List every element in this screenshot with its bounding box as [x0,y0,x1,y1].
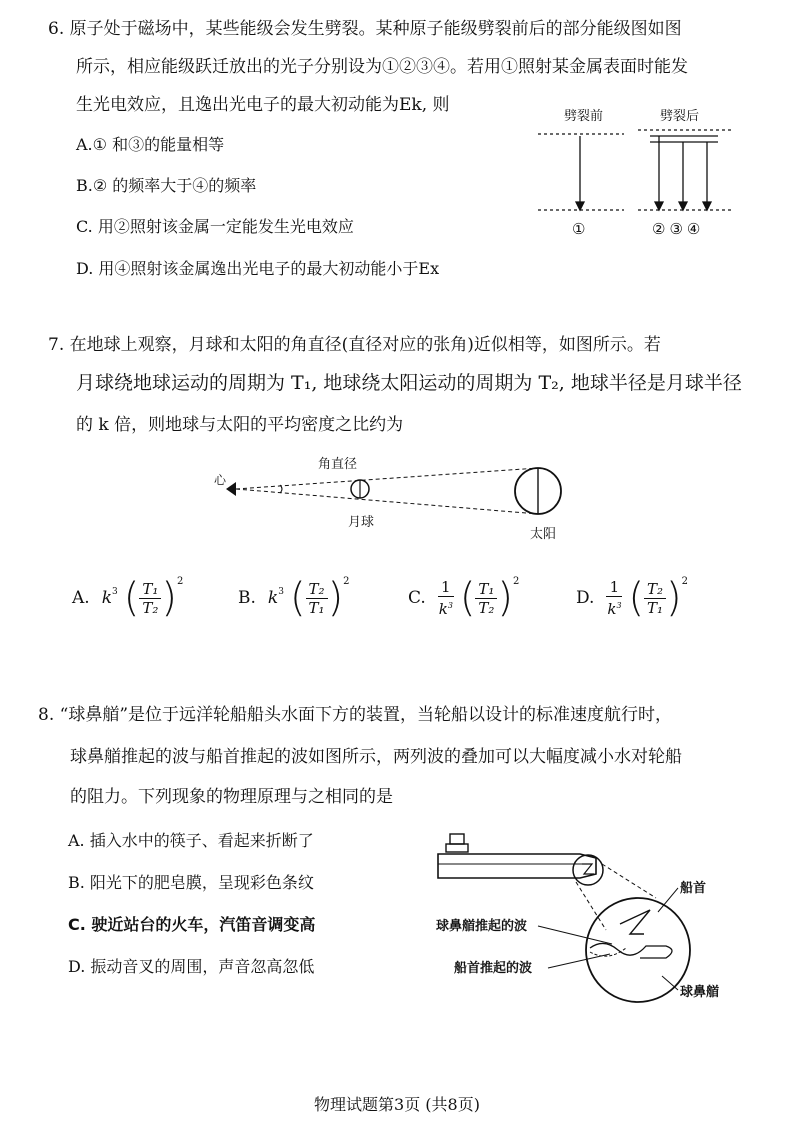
one-over-k-cubed: $\frac{1}{k^3}$ [438,578,453,618]
angle-label: 角直径 [318,457,358,472]
bow-wave-label: 船首推起的波 [454,961,533,976]
square-exponent: 2 [343,575,350,587]
q6-stem-line1: 6. 原子处于磁场中，某些能级会发生劈裂。某种原子能级劈裂前后的部分能级图如图 [48,19,682,39]
cube-exponent: 3 [112,587,118,597]
q8-stem-line1: 8. “球鼻艏”是位于远洋轮船船头水面下方的装置，当轮船以设计的标准速度航行时， [38,705,673,725]
after-splitting-label: 劈裂后 [660,109,700,124]
bulb-wave-label: 球鼻艏推起的波 [436,919,528,934]
energy-level-diagram [528,100,748,240]
choice-a-letter: A. [72,588,90,608]
one-over-k-cubed: $\frac{1}{k^3}$ [607,578,622,618]
q8-option-c[interactable]: C. 驶近站台的火车，汽笛音调变高 [68,915,316,934]
sun-label: 太阳 [530,527,557,542]
square-exponent: 2 [681,575,689,587]
square-exponent: 2 [176,575,184,587]
cube-exponent: 3 [278,587,284,597]
q7-choice-a[interactable]: A. k $^3$ ( $\frac{\text{T₁}}{\text{T₂}}$ ) $^2$ [72,575,184,621]
q7-choice-c[interactable]: C. $\frac{1}{k^3}$ ( $\frac{\text{T₁}}{\text{T₂}}$ ) $^2$ [408,575,520,621]
q7-stem-line1: 7. 在地球上观察，月球和太阳的角直径(直径对应的张角)近似相等，如图所示。若 [48,335,661,355]
eye-icon [226,482,236,496]
before-splitting-label: 劈裂前 [564,109,604,124]
q6-option-a[interactable]: A.① 和③的能量相等 [76,135,225,154]
choice-b-letter: B. [238,588,256,608]
q7-choice-d[interactable]: D. $\frac{1}{k^3}$ ( $\frac{\text{T₂}}{\text{T₁}}$ ) $^2$ [576,575,689,621]
q7-choice-b[interactable]: B. k $^3$ ( $\frac{\text{T₂}}{\text{T₁}}$ ) $^2$ [238,575,350,621]
q6-stem-line2: 所示，相应能级跃迁放出的光子分别设为①②③④。若用①照射某金属表面时能发 [76,57,688,77]
q8-stem-line2: 球鼻艏推起的波与船首推起的波如图所示，两列波的叠加可以大幅度减小水对轮船 [70,747,682,767]
detail-circle-small [573,855,603,885]
q7-stem-line2: 月球绕地球运动的周期为 T₁, 地球绕太阳运动的周期为 T₂, 地球半径是月球半径 [76,372,742,394]
q6-option-c[interactable]: C. 用②照射该金属一定能发生光电效应 [76,217,354,236]
photon-1-label: ① [572,220,586,238]
observer-eye-label: 心 [214,473,227,487]
k-symbol: k [267,588,279,608]
angular-diameter-diagram [200,446,580,546]
q6-option-d[interactable]: D. 用④照射该金属逸出光电子的最大初动能小于Ex [76,259,440,278]
square-exponent: 2 [513,575,520,587]
ship-hull [438,854,596,878]
photon-234-labels: ②③④ [652,220,705,238]
bulbous-bow-diagram [430,826,760,1006]
q8-option-b[interactable]: B. 阳光下的肥皂膜，呈现彩色条纹 [68,873,314,892]
q8-option-d[interactable]: D. 振动音叉的周围，声音忽高忽低 [68,957,315,976]
bow-label: 船首 [680,881,707,896]
choice-c-letter: C. [408,588,426,608]
q6-stem-line3: 生光电效应，且逸出光电子的最大初动能为Ek, 则 [76,95,450,115]
ratio-t1-over-t2: $\frac{\text{T₁}}{\text{T₂}}$ [139,580,161,617]
q7-stem-line3: 的 k 倍，则地球与太阳的平均密度之比约为 [76,415,404,435]
q8-option-a[interactable]: A. 插入水中的筷子、看起来折断了 [68,831,314,850]
q8-stem-line3: 的阻力。下列现象的物理原理与之相同的是 [70,787,393,807]
q6-option-b[interactable]: B.② 的频率大于④的频率 [76,176,257,195]
moon-label: 月球 [348,515,375,530]
ratio-t2-over-t1: $\frac{\text{T₂}}{\text{T₁}}$ [644,580,666,617]
bulbous-bow-label: 球鼻艏 [680,985,720,1000]
k-symbol: k [101,588,112,608]
ratio-t1-over-t2: $\frac{\text{T₁}}{\text{T₂}}$ [475,580,497,617]
ratio-t2-over-t1: $\frac{\text{T₂}}{\text{T₁}}$ [306,580,328,617]
page-footer: 物理试题第3页 (共8页) [314,1095,480,1114]
choice-d-letter: D. [576,588,595,608]
